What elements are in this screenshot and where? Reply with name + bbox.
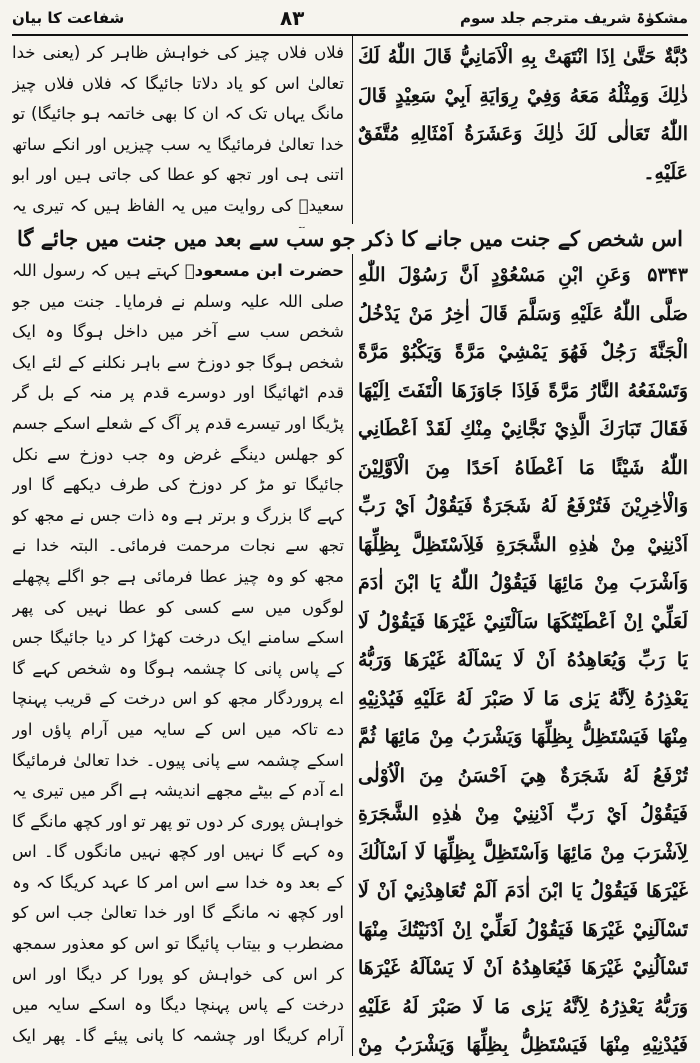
hadith-arabic <box>358 256 688 1056</box>
hadith-urdu-column <box>12 256 344 1056</box>
hadith-narrator: حضرت ابن مسعودؓ <box>184 261 344 280</box>
page-header <box>12 4 688 32</box>
book-title: مشکوٰۃ شریف مترجم جلد سوم <box>460 9 688 27</box>
header-rule <box>12 34 688 36</box>
arabic-text-top <box>358 38 688 228</box>
hadith-arabic-column <box>358 256 688 1056</box>
column-divider-top <box>352 36 353 224</box>
chapter-title: شفاعت کا بیان <box>12 9 125 27</box>
column-divider-bottom <box>352 254 353 1056</box>
hadith-arabic-text: وَعَنِ ابْنِ مَسْعُوْدٍ اَنَّ رَسُوْلَ اللّٰهِ صَلَّى اللّٰهُ عَلَيْهِ وَسَلَّمَ قَالَ اٰخِرُ مَنْ يَدْخُلُ الْجَنَّةَ رَجُلٌ فَهُوَ يَمْشِيْ مَرَّةً وَيَكْبُوْ مَرَّةً وَتَسْفَعُهُ النَّارُ مَرَّةً فَاِذَا جَاوَزَهَا الْتَفَتَ اِلَيْهَا فَقَالَ تَبَارَكَ الَّذِيْ نَجَّانِيْ مِنْكِ لَقَدْ اَعْطَانِي اللّٰهُ شَيْئًا مَا اَعْطَاهُ اَحَدًا مِنَ الْاَوَّلِيْنَ وَالْاٰخِرِيْنَ فَتُرْفَعُ لَهُ شَجَرَةٌ فَيَقُوْلُ اَيْ رَبِّ اَدْنِنِيْ مِنْ هٰذِهِ الشَّجَرَةِ فَلِاَسْتَظِلَّ بِظِلِّهَا وَاَشْرَبَ مِنْ مَائِهَا فَيَقُوْلُ اللّٰهُ يَا ابْنَ اٰدَمَ لَعَلِّيْ اِنْ اَعْطَيْتُكَهَا سَاَلْتَنِيْ غَيْرَهَا فَيَقُوْلُ لَا يَا رَبِّ وَيُعَاهِدُهُ اَنْ لَا يَسْاَلَهُ غَيْرَهَا وَرَبُّهُ يَعْذِرُهُ لِاَنَّهُ يَرٰى مَا لَا صَبْرَ لَهُ عَلَيْهِ فَيُدْنِيْهِ مِنْهَا فَيَسْتَظِلُّ بِظِلِّهَا وَيَشْرَبُ مِنْ مَائِهَا ثُمَّ تُرْفَعُ لَهُ شَجَرَةٌ هِيَ اَحْسَنُ مِنَ الْاُوْلٰى فَيَقُوْلُ اَيْ رَبِّ اَدْنِنِيْ مِنْ هٰذِهِ الشَّجَرَةِ لِاَشْرَبَ مِنْ مَائِهَا وَاَسْتَظِلَّ بِظِلِّهَا لَا اَسْاَلُكَ غَيْرَهَا فَيَقُوْلُ يَا ابْنَ اٰدَمَ اَلَمْ تُعَاهِدْنِيْ اَنْ لَا تَسْاَلَنِيْ غَيْرَهَا فَيَقُوْلُ لَعَلِّيْ اِنْ اَدْنَيْتُكَ مِنْهَا تَسْاَلُنِيْ غَيْرَهَا فَيُعَاهِدُهُ اَنْ لَا يَسْاَلَهُ غَيْرَهَا وَرَبُّهُ يَعْذِرُهُ لِاَنَّهُ يَرٰى مَا لَا صَبْرَ لَهُ عَلَيْهِ فَيُدْنِيْهِ مِنْهَا فَيَسْتَظِلُّ بِظِلِّهَا وَيَشْرَبُ مِنْ <box>358 264 688 1056</box>
section-heading: اس شخص کے جنت میں جانے کا ذکر جو سب سے بعد میں جنت میں جائے گا <box>17 226 683 251</box>
hadith-number: ۵۳۴۳ <box>647 264 688 286</box>
hadith-urdu-text: کہتے ہیں کہ رسول اللہ صلی اللہ علیہ وسلم نے فرمایا۔ جنت میں جو شخص سب سے آخر میں داخل ہوگا وہ ایک شخص ہوگا جو دوزخ سے باہر نکلنے کے لئے ایک قدم اٹھائیگا اور دوسرے قدم پر منہ کے بل گر پڑیگا اور تیسرے قدم پر آگ کے شعلے اسکے جسم کو جھلس دینگے غرض وہ جب دوزخ سے نکل جائیگا تو مڑ کر دوزخ کی طرف دیکھے گا اور کہے گا بزرگ و برتر ہے وہ ذات جس نے مجھ کو تجھ سے نجات مرحمت فرمائی۔ البتہ خدا نے مجھ کو وہ چیز عطا فرمائی ہے جو اگلے پچھلے لوگوں میں سے کسی کو عطا نہیں کی پھر اسکے سامنے ایک درخت کھڑا کر دیا جائیگا جس کے پاس پانی کا چشمہ ہوگا وہ شخص کہے گا اے پروردگار مجھ کو اس درخت کے قریب پہنچا دے تاکہ میں اس کے سایہ میں آرام پاؤں اور اسکے چشمہ سے پانی پیوں۔ خدا تعالیٰ فرمائیگا اے آدم کے بیٹے مجھے اندیشہ ہے اگر میں تیری یہ خواہش پوری کر دوں تو پھر تو اور کچھ مانگے گا وہ کہے گا نہیں اور کچھ نہیں مانگوں گا۔ اس کے بعد وہ خدا سے اس امر کا عہد کریگا کہ وہ اور کچھ نہ مانگے گا اور خدا تعالیٰ جب اس کو مضطرب و بیتاب پائیگا تو اس کو معذور سمجھ کر اس کی خواہش کو پورا کر دیگا اور اس درخت کے پاس پہنچا دیگا وہ اسکے سایہ میں آرام کریگا اور چشمہ کا پانی پیئے گا۔ پھر ایک <box>12 261 344 1045</box>
arabic-continuation: دُبَّةٌ حَتَّىٰ اِذَا انْتَهَتْ بِهِ الْاَمَانِيُّ قَالَ اللّٰهُ لَكَ ذٰلِكَ وَمِثْلُهُ مَعَهُ وَفِيْ رِوَايَةِ اَبِيْ سَعِيْدٍ قَالَ اللّٰهُ تَعَالٰى لَكَ ذٰلِكَ وَعَشَرَةُ اَمْثَالِهِ مُتَّفَقٌ عَلَيْهِ۔ <box>358 46 688 184</box>
hadith-translation <box>12 256 344 1056</box>
page-number: ۸۳ <box>279 6 305 30</box>
urdu-text-top <box>12 38 344 228</box>
book-page <box>12 4 688 1056</box>
urdu-continuation: فلاں فلاں چیز کی خواہش ظاہر کر (یعنی خدا تعالیٰ اس کو یاد دلاتا جائیگا کہ فلاں فلاں چیز مانگ یہاں تک کہ ان کا بھی خاتمہ ہو جائیگا) تو خدا تعالیٰ فرمائیگا یہ سب چیزیں اور انکے ساتھ اتنی ہی اور تجھ کو عطا کی جاتی ہیں اور ابو سعیدؓ کی روایت میں یہ الفاظ ہیں کہ تیری یہ <box>12 43 344 215</box>
